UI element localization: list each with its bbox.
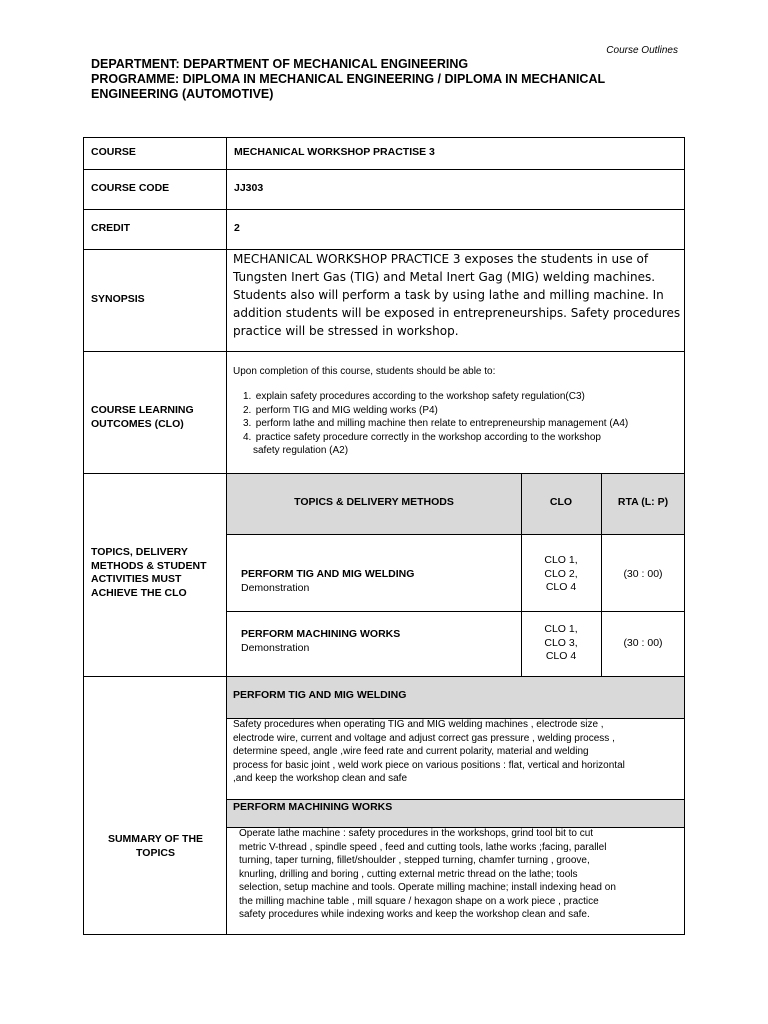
credit-value: 2 — [234, 222, 240, 234]
department-heading — [91, 57, 671, 102]
summary-section-heading — [227, 800, 684, 827]
summary-section-text — [239, 827, 675, 922]
topic-clo — [521, 554, 601, 595]
topics-label — [91, 546, 207, 600]
summary-line: process for basic joint , weld work piece on various positions : flat, vertical and horizontal — [233, 759, 625, 771]
row-summary — [84, 677, 684, 935]
row-credit — [84, 210, 684, 250]
clo-intro: Upon completion of this course, students should be able to: — [233, 366, 496, 377]
topics-table-header — [227, 474, 684, 535]
clo-ref: CLO 1, — [544, 554, 578, 566]
topic-rta: (30 : 00) — [623, 637, 663, 649]
clo-ref: CLO 4 — [545, 581, 577, 593]
synopsis-line: addition students will be exposed in entrepreneurships. Safety procedures — [233, 306, 681, 320]
summary-section-text — [233, 718, 681, 786]
synopsis-line: Tungsten Inert Gas (TIG) and Metal Inert Gag (MIG) welding machines. — [233, 270, 656, 284]
clo-item: 3. perform lathe and milling machine then relate to entrepreneurship management (A4) — [243, 418, 629, 429]
clo-item: 4. practice safety procedure correctly in the workshop according to the workshop safety regulation (A2) — [243, 431, 601, 456]
header-clo: CLO — [549, 496, 573, 508]
topics-table — [227, 474, 684, 676]
row-clo — [84, 352, 684, 474]
summary-line: turning, taper turning, fillet/shoulder , stepped turning, chamfer turning , groove, — [239, 855, 590, 866]
header-topics: TOPICS & DELIVERY METHODS — [294, 496, 454, 508]
summary-line: Safety procedures when operating TIG and MIG welding machines , electrode size , — [233, 719, 604, 730]
clo-ref: CLO 2, — [544, 567, 578, 580]
summary-line: electrode wire, current and voltage and adjust correct gas pressure , welding process , — [233, 732, 615, 744]
synopsis-label: SYNOPSIS — [91, 293, 145, 305]
clo-list — [243, 390, 683, 458]
summary-section-title: PERFORM TIG AND MIG WELDING — [233, 689, 407, 701]
summary-section-title: PERFORM MACHINING WORKS — [233, 801, 393, 813]
summary-line: metric V-thread , spindle speed , feed and cutting tools, lathe works ;facing, parallel — [239, 841, 607, 853]
header-rta: RTA (L: P) — [617, 496, 669, 508]
summary-line: selection, setup machine and tools. Operate milling machine; install indexing head on — [239, 882, 616, 893]
topic-row — [227, 612, 684, 677]
clo-item: 1. explain safety procedures according to the workshop safety regulation(C3) — [243, 391, 585, 402]
summary-line: determine speed, angle ,wire feed rate and current polarity, material and welding — [233, 746, 589, 757]
course-outline-table — [83, 137, 685, 935]
topics-label-line: TOPICS, DELIVERY — [91, 546, 188, 558]
topics-label-line: ACTIVITIES MUST — [91, 573, 182, 585]
clo-label-line: COURSE LEARNING — [91, 404, 194, 416]
row-course — [84, 138, 684, 170]
topics-label-line: ACHIEVE THE CLO — [91, 586, 187, 599]
page-header-note: Course Outlines — [606, 45, 678, 56]
clo-label — [91, 404, 194, 431]
summary-label-line: TOPICS — [136, 846, 175, 859]
summary-line: ,and keep the workshop clean and safe — [233, 773, 408, 784]
course-code-label: COURSE CODE — [91, 182, 170, 194]
synopsis-text — [233, 250, 683, 340]
topic-title: PERFORM TIG AND MIG WELDING — [241, 568, 415, 580]
row-synopsis — [84, 250, 684, 352]
summary-line: the milling machine table , mill square / hexagon shape on a work piece , practice — [239, 895, 599, 907]
course-label: COURSE — [91, 146, 136, 158]
clo-label-line: OUTCOMES (CLO) — [91, 417, 184, 430]
topics-label-line: METHODS & STUDENT — [91, 559, 207, 572]
summary-label-line: SUMMARY OF THE — [107, 833, 204, 845]
summary-label — [84, 833, 227, 860]
topic-method: Demonstration — [241, 582, 310, 594]
credit-label: CREDIT — [91, 222, 131, 234]
synopsis-line: Students also will perform a task by using lathe and milling machine. In — [233, 288, 664, 302]
clo-ref: CLO 1, — [544, 623, 578, 635]
summary-section-heading — [227, 677, 684, 718]
synopsis-line: practice will be stressed in workshop. — [233, 324, 459, 338]
department-line: DEPARTMENT: DEPARTMENT OF MECHANICAL ENGINEERING — [91, 57, 469, 71]
course-code-value: JJ303 — [234, 182, 264, 194]
course-value: MECHANICAL WORKSHOP PRACTISE 3 — [234, 146, 435, 158]
programme-line-2: ENGINEERING (AUTOMOTIVE) — [91, 87, 274, 101]
summary-line: safety procedures while indexing works and keep the workshop clean and safe. — [239, 909, 590, 920]
programme-line-1: PROGRAMME: DIPLOMA IN MECHANICAL ENGINEERING / DIPLOMA IN MECHANICAL — [91, 72, 606, 86]
summary-line: Operate lathe machine : safety procedures in the workshops, grind tool bit to cut — [239, 828, 594, 839]
clo-ref: CLO 3, — [544, 636, 578, 649]
clo-item: 2. perform TIG and MIG welding works (P4) — [243, 404, 438, 416]
topic-rta: (30 : 00) — [623, 568, 663, 580]
topic-title: PERFORM MACHINING WORKS — [241, 628, 401, 640]
topic-row — [227, 535, 684, 612]
synopsis-line: MECHANICAL WORKSHOP PRACTICE 3 exposes the students in use of — [233, 252, 649, 266]
clo-ref: CLO 4 — [545, 650, 577, 662]
summary-line: knurling, drilling and boring , cutting external metric thread on the lathe; tools — [239, 868, 578, 880]
row-topics — [84, 474, 684, 677]
topic-clo — [521, 623, 601, 664]
topic-method: Demonstration — [241, 642, 310, 654]
row-course-code — [84, 170, 684, 210]
